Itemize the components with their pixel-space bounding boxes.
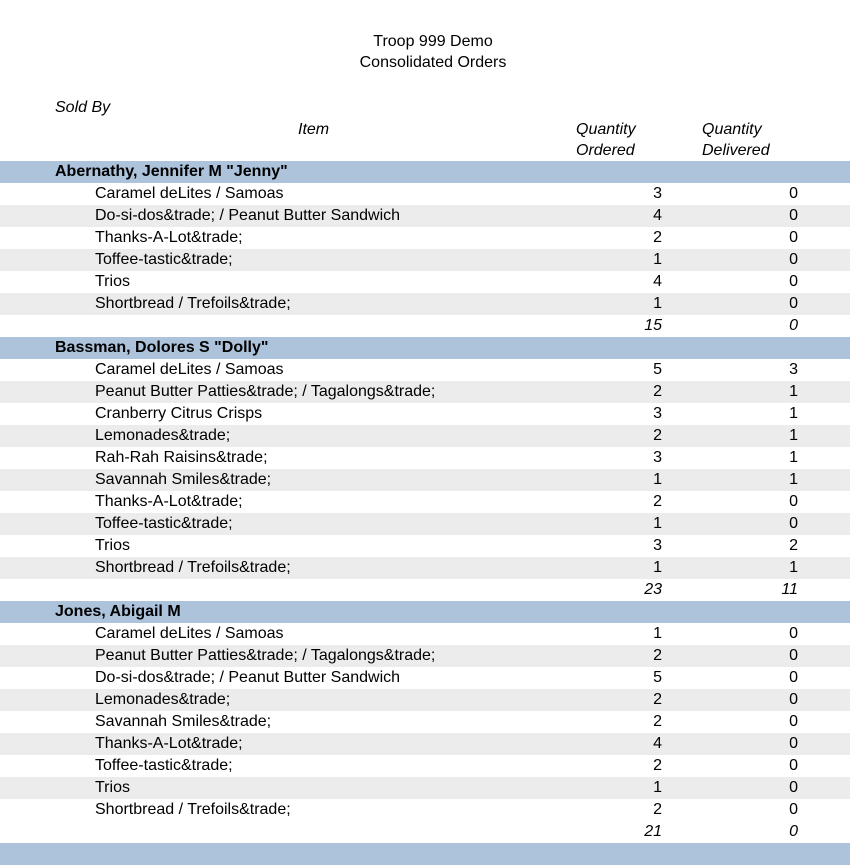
quantity-ordered: 2 bbox=[653, 427, 662, 444]
quantity-ordered: 1 bbox=[653, 515, 662, 532]
item-name: Peanut Butter Patties&trade; / Tagalongs&trade; bbox=[95, 647, 436, 664]
order-item-row bbox=[0, 469, 850, 491]
seller-group-header: Abernathy, Jennifer M "Jenny" bbox=[0, 161, 850, 183]
order-item-row bbox=[0, 271, 850, 293]
item-name: Thanks-A-Lot&trade; bbox=[95, 493, 243, 510]
quantity-ordered: 3 bbox=[653, 185, 662, 202]
seller-total-row bbox=[0, 579, 850, 601]
quantity-ordered: 1 bbox=[653, 559, 662, 576]
quantity-delivered: 0 bbox=[789, 515, 798, 532]
seller-group-header bbox=[0, 843, 850, 865]
report-title: Troop 999 Demo bbox=[373, 33, 493, 50]
order-item-row bbox=[0, 711, 850, 733]
quantity-delivered: 0 bbox=[789, 647, 798, 664]
quantity-ordered: 2 bbox=[653, 801, 662, 818]
seller-group-header: Bassman, Dolores S "Dolly" bbox=[0, 337, 850, 359]
quantity-delivered: 0 bbox=[789, 669, 798, 686]
order-item-row bbox=[0, 183, 850, 205]
quantity-ordered: 2 bbox=[653, 383, 662, 400]
quantity-delivered: 0 bbox=[789, 251, 798, 268]
item-name: Thanks-A-Lot&trade; bbox=[95, 735, 243, 752]
item-name: Do-si-dos&trade; / Peanut Butter Sandwich bbox=[95, 669, 401, 686]
seller-total-row bbox=[0, 821, 850, 843]
quantity-delivered: 0 bbox=[789, 273, 798, 290]
quantity-delivered: 2 bbox=[789, 537, 798, 554]
item-name: Rah-Rah Raisins&trade; bbox=[95, 449, 268, 466]
item-name: Shortbread / Trefoils&trade; bbox=[95, 559, 291, 576]
item-name: Trios bbox=[95, 537, 130, 554]
item-name: Lemonades&trade; bbox=[95, 427, 231, 444]
order-item-row bbox=[0, 447, 850, 469]
order-item-row bbox=[0, 425, 850, 447]
quantity-ordered: 1 bbox=[653, 295, 662, 312]
quantity-delivered: 0 bbox=[789, 295, 798, 312]
orders-report bbox=[0, 161, 850, 865]
column-header-quantity-ordered-line2: Ordered bbox=[576, 142, 635, 159]
quantity-delivered: 1 bbox=[789, 449, 798, 466]
item-name: Shortbread / Trefoils&trade; bbox=[95, 295, 291, 312]
quantity-ordered: 4 bbox=[653, 735, 662, 752]
quantity-ordered: 2 bbox=[653, 691, 662, 708]
item-name: Lemonades&trade; bbox=[95, 691, 231, 708]
column-header-quantity-delivered bbox=[702, 119, 770, 161]
total-quantity-delivered: 0 bbox=[789, 317, 798, 334]
item-name: Toffee-tastic&trade; bbox=[95, 515, 233, 532]
item-name: Toffee-tastic&trade; bbox=[95, 757, 233, 774]
order-item-row bbox=[0, 689, 850, 711]
order-item-row bbox=[0, 205, 850, 227]
quantity-ordered: 3 bbox=[653, 537, 662, 554]
quantity-delivered: 0 bbox=[789, 229, 798, 246]
order-item-row bbox=[0, 623, 850, 645]
order-item-row bbox=[0, 381, 850, 403]
quantity-ordered: 5 bbox=[653, 361, 662, 378]
item-name: Caramel deLites / Samoas bbox=[95, 625, 284, 642]
quantity-delivered: 0 bbox=[789, 779, 798, 796]
quantity-delivered: 0 bbox=[789, 691, 798, 708]
item-name: Do-si-dos&trade; / Peanut Butter Sandwich bbox=[95, 207, 401, 224]
quantity-ordered: 1 bbox=[653, 625, 662, 642]
quantity-ordered: 4 bbox=[653, 273, 662, 290]
quantity-delivered: 1 bbox=[789, 405, 798, 422]
column-header-quantity-delivered-line1: Quantity bbox=[702, 121, 762, 138]
order-item-row bbox=[0, 513, 850, 535]
quantity-ordered: 5 bbox=[653, 669, 662, 686]
item-name: Thanks-A-Lot&trade; bbox=[95, 229, 243, 246]
order-item-row bbox=[0, 535, 850, 557]
column-header-quantity-ordered-line1: Quantity bbox=[576, 121, 636, 138]
item-name: Cranberry Citrus Crisps bbox=[95, 405, 263, 422]
total-quantity-delivered: 0 bbox=[789, 823, 798, 840]
column-header-quantity-ordered bbox=[576, 119, 636, 161]
order-item-row bbox=[0, 645, 850, 667]
quantity-delivered: 0 bbox=[789, 801, 798, 818]
quantity-delivered: 0 bbox=[789, 207, 798, 224]
quantity-delivered: 1 bbox=[789, 471, 798, 488]
item-name: Shortbread / Trefoils&trade; bbox=[95, 801, 291, 818]
quantity-delivered: 0 bbox=[789, 493, 798, 510]
order-item-row bbox=[0, 733, 850, 755]
item-name: Peanut Butter Patties&trade; / Tagalongs&trade; bbox=[95, 383, 436, 400]
item-name: Trios bbox=[95, 273, 130, 290]
item-name: Savannah Smiles&trade; bbox=[95, 713, 272, 730]
quantity-ordered: 2 bbox=[653, 757, 662, 774]
total-quantity-ordered: 23 bbox=[644, 581, 662, 598]
order-item-row bbox=[0, 557, 850, 579]
quantity-ordered: 2 bbox=[653, 713, 662, 730]
item-name: Caramel deLites / Samoas bbox=[95, 361, 284, 378]
quantity-delivered: 0 bbox=[789, 735, 798, 752]
quantity-ordered: 3 bbox=[653, 449, 662, 466]
total-quantity-ordered: 21 bbox=[644, 823, 662, 840]
column-header-sold-by: Sold By bbox=[55, 99, 111, 116]
quantity-ordered: 2 bbox=[653, 493, 662, 510]
quantity-delivered: 1 bbox=[789, 383, 798, 400]
order-item-row bbox=[0, 359, 850, 381]
order-item-row bbox=[0, 755, 850, 777]
quantity-delivered: 3 bbox=[789, 361, 798, 378]
item-name: Trios bbox=[95, 779, 130, 796]
item-name: Caramel deLites / Samoas bbox=[95, 185, 284, 202]
quantity-delivered: 0 bbox=[789, 713, 798, 730]
report-subtitle: Consolidated Orders bbox=[359, 54, 507, 71]
total-quantity-delivered: 11 bbox=[781, 581, 798, 598]
seller-total-row bbox=[0, 315, 850, 337]
order-item-row bbox=[0, 799, 850, 821]
quantity-ordered: 4 bbox=[653, 207, 662, 224]
column-header-item: Item bbox=[298, 121, 330, 138]
order-item-row bbox=[0, 403, 850, 425]
quantity-ordered: 1 bbox=[653, 251, 662, 268]
column-header-quantity-delivered-line2: Delivered bbox=[702, 142, 770, 159]
quantity-delivered: 0 bbox=[789, 625, 798, 642]
quantity-ordered: 1 bbox=[653, 471, 662, 488]
quantity-delivered: 1 bbox=[789, 427, 798, 444]
quantity-ordered: 2 bbox=[653, 647, 662, 664]
seller-group-header: Jones, Abigail M bbox=[0, 601, 850, 623]
order-item-row bbox=[0, 227, 850, 249]
quantity-delivered: 1 bbox=[789, 559, 798, 576]
order-item-row bbox=[0, 667, 850, 689]
quantity-delivered: 0 bbox=[789, 757, 798, 774]
order-item-row bbox=[0, 491, 850, 513]
quantity-ordered: 3 bbox=[653, 405, 662, 422]
item-name: Toffee-tastic&trade; bbox=[95, 251, 233, 268]
order-item-row bbox=[0, 249, 850, 271]
quantity-ordered: 2 bbox=[653, 229, 662, 246]
item-name: Savannah Smiles&trade; bbox=[95, 471, 272, 488]
quantity-delivered: 0 bbox=[789, 185, 798, 202]
total-quantity-ordered: 15 bbox=[644, 317, 662, 334]
quantity-ordered: 1 bbox=[653, 779, 662, 796]
order-item-row bbox=[0, 777, 850, 799]
order-item-row bbox=[0, 293, 850, 315]
